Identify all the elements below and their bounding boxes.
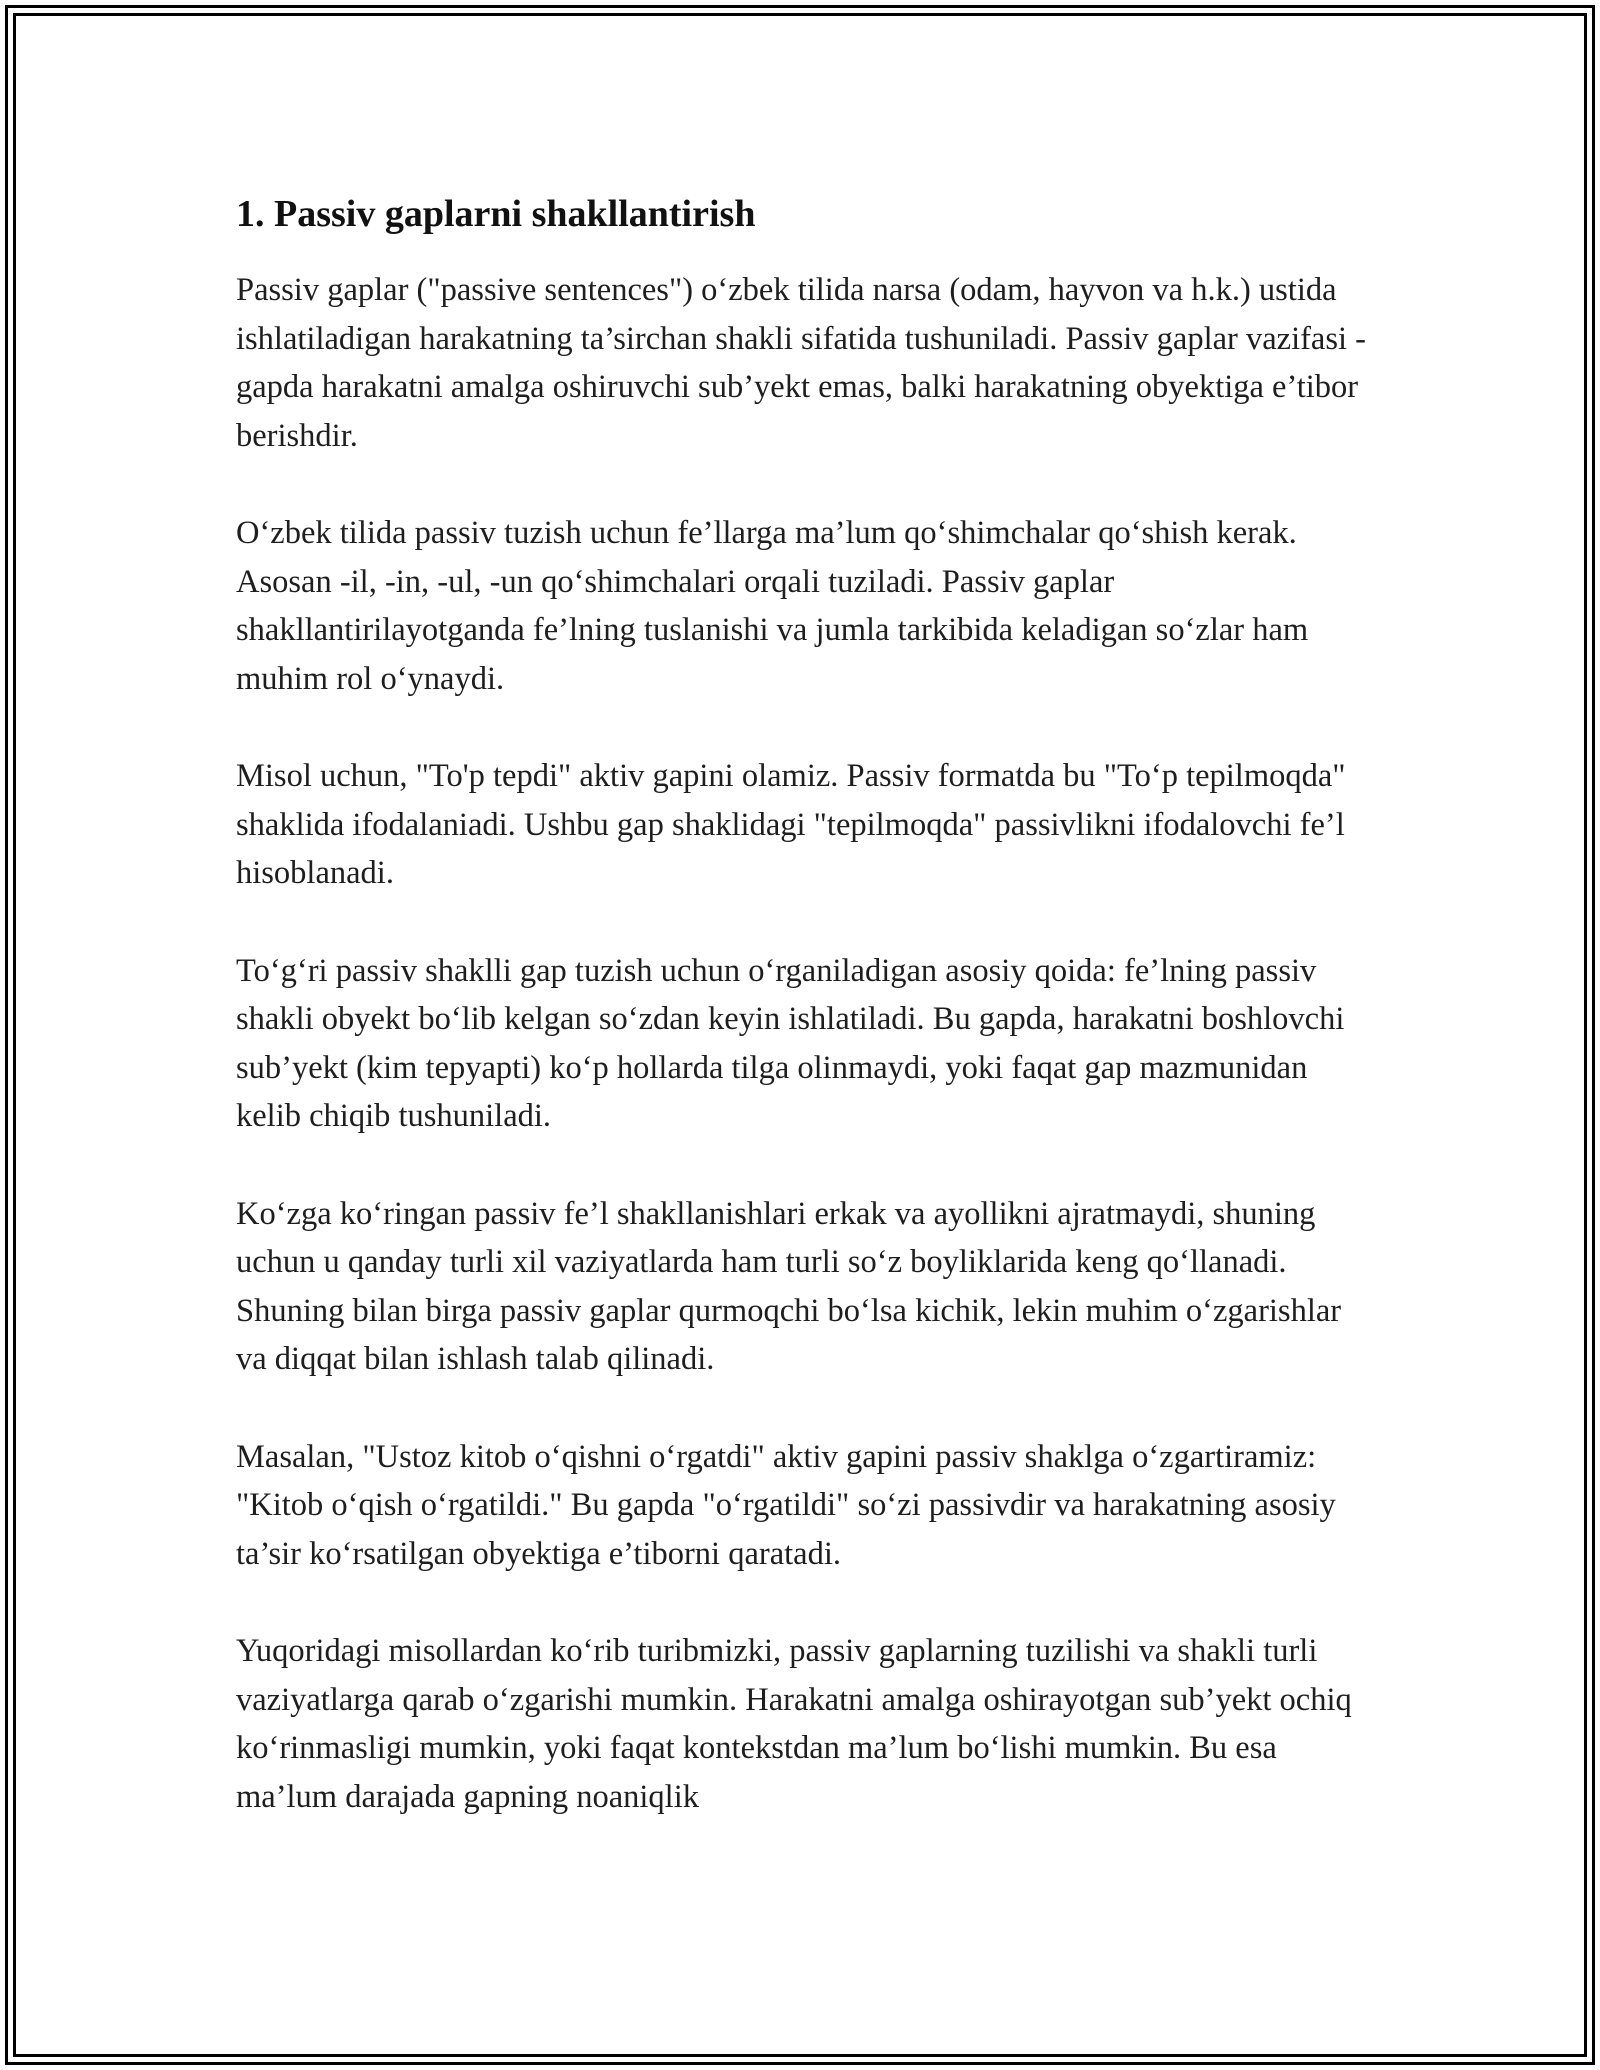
- paragraph-4: To‘g‘ri passiv shaklli gap tuzish uchun o‘rganiladigan asosiy qoida: fe’lning passiv shakli obyekt bo‘lib kelgan so‘zdan keyin ishlatiladi. Bu gapda, harakatni boshlovchi sub’yekt (kim tepyapti) ko‘p hollarda tilga olinmaydi, yoki faqat gap mazmunidan kelib chiqib tushuniladi.: [236, 952, 1345, 1134]
- document-body: [236, 190, 1366, 1870]
- paragraph-1: Passiv gaplar ("passive sentences") o‘zbek tilida narsa (odam, hayvon va h.k.) ustida ishlatiladigan harakatning ta’sirchan shakli sifatida tushuniladi. Passiv gaplar vazifasi - gapda harakatni amalga oshiruvchi sub’yekt emas, balki harakatning obyektiga e’tibor berishdir.: [236, 272, 1366, 454]
- section-heading: 1. Passiv gaplarni shakllantirish: [236, 193, 756, 235]
- paragraph-7: Yuqoridagi misollardan ko‘rib turibmizki, passiv gaplarning tuzilishi va shakli turli vaziyatlarga qarab o‘zgarishi mumkin. Harakatni amalga oshirayotgan sub’yekt ochiq ko‘rinmasligi mumkin, yoki faqat kontekstdan ma’lum bo‘lishi mumkin. Bu esa ma’lum darajada gapning noaniqlik: [236, 1633, 1352, 1815]
- paragraph-2: O‘zbek tilida passiv tuzish uchun fe’llarga ma’lum qo‘shimchalar qo‘shish kerak. Asosan -il, -in, -ul, -un qo‘shimchalari orqali tuziladi. Passiv gaplar shakllantirilayotganda fe’lning tuslanishi va jumla tarkibida keladigan so‘zlar ham muhim rol o‘ynaydi.: [236, 515, 1309, 697]
- paragraph-5: Ko‘zga ko‘ringan passiv fe’l shakllanishlari erkak va ayollikni ajratmaydi, shuning uchun u qanday turli xil vaziyatlarda ham turli so‘z boyliklarida keng qo‘llanadi. Shuning bilan birga passiv gaplar qurmoqchi bo‘lsa kichik, lekin muhim o‘zgarishlar va diqqat bilan ishlash talab qilinadi.: [236, 1195, 1342, 1377]
- paragraph-6: Masalan, "Ustoz kitob o‘qishni o‘rgatdi" aktiv gapini passiv shaklga o‘zgartiramiz: "Kitob o‘qish o‘rgatildi." Bu gapda "o‘rgatildi" so‘zi passivdir va harakatning asosiy ta’sir ko‘rsatilgan obyektiga e’tiborni qaratadi.: [236, 1438, 1336, 1572]
- paragraph-3: Misol uchun, "To'p tepdi" aktiv gapini olamiz. Passiv formatda bu "To‘p tepilmoqda" shaklida ifodalaniadi. Ushbu gap shaklidagi "tepilmoqda" passivlikni ifodalovchi fe’l hisoblanadi.: [236, 758, 1346, 891]
